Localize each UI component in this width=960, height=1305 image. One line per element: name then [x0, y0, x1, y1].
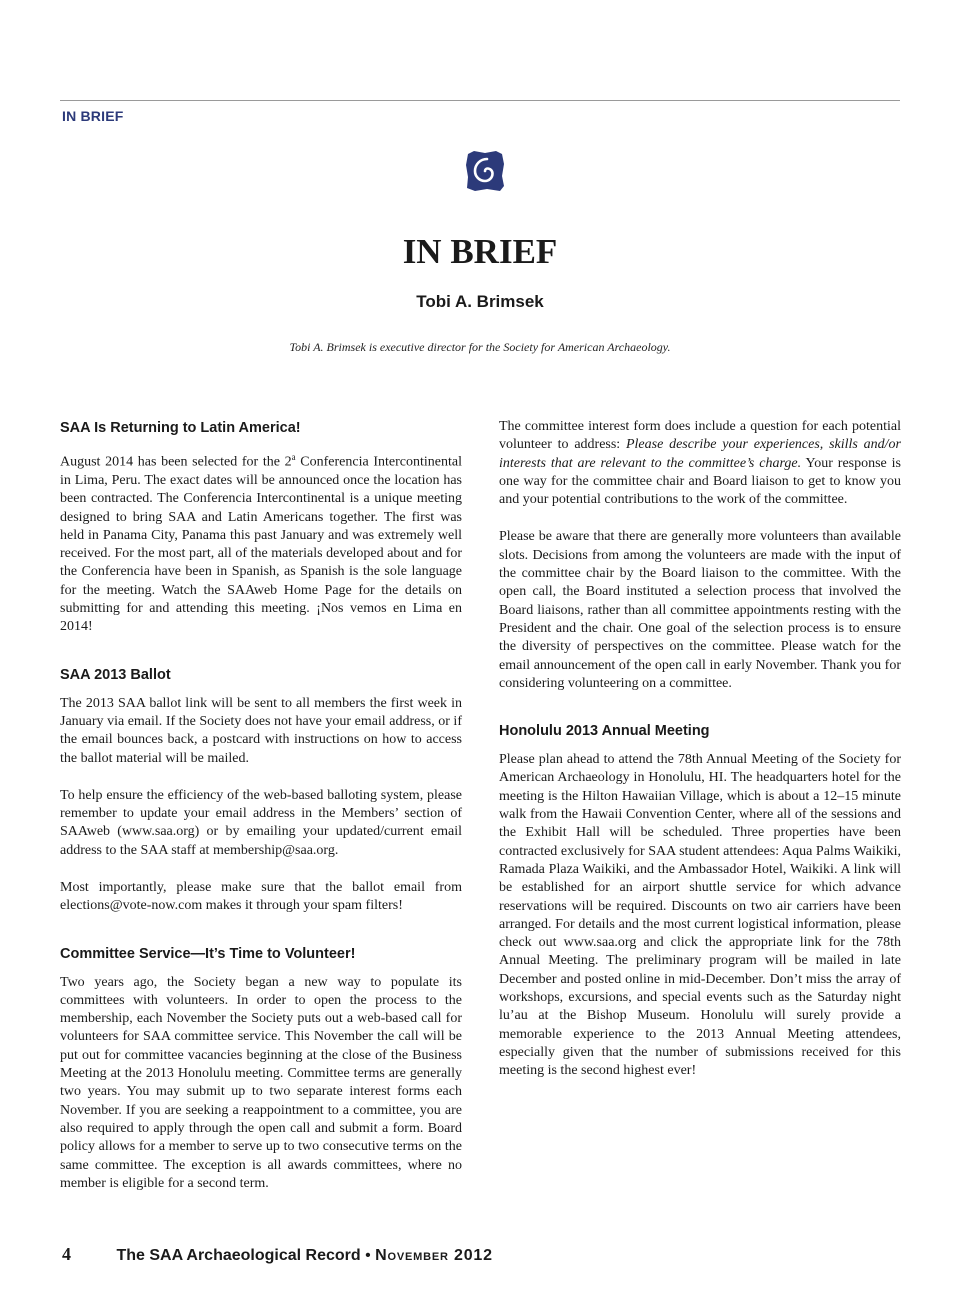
spiral-logo-icon: [465, 150, 505, 192]
running-head: IN BRIEF: [62, 108, 124, 124]
section-heading-honolulu: Honolulu 2013 Annual Meeting: [499, 723, 710, 740]
paragraph-interest-form: The committee interest form does include a question for each potential volunteer to address: Please describe your experiences, skills and/or interests that are relevant to the committee’s charge. Your response is one way for the committee chair and Board liaison to get to know you and your potential contributions to the work of the committee.: [499, 419, 901, 508]
page-footer: [62, 1244, 902, 1265]
paragraph-volunteers: Please be aware that there are generally more volunteers than available slots. Decisions from among the volunteers are made with the input of the committee chair by the Board liaison to the committee. With the open call, the Board instituted a selection process that involved the Board liaisons, rather than all committee appointments resting with the President and the chair. One goal of the selection process is to ensure the diversity of perspectives on the committee. Please watch for the email announcement of the open call in early November. Thank you for considering volunteering on a committee.: [499, 529, 901, 691]
paragraph-ballot-2: To help ensure the efficiency of the web-based balloting system, please remember to update your email address in the Members’ section of SAAweb (www.saa.org) or by emailing your updated/current email address to the SAA staff at membership@saa.org.: [60, 787, 462, 858]
article-title: IN BRIEF: [402, 232, 558, 271]
paragraph-ballot-3: Most importantly, please make sure that the ballot email from elections@vote-now.com makes it through your spam filters!: [60, 880, 462, 914]
paragraph-latin-america: August 2014 has been selected for the 2$^a$ Conferencia Intercontinental in Lima, Peru. The exact dates will be announced once the location has been contracted. The Conferencia Intercontinental is a unique meeting designed to bring SAA and Latin Americans together. The first was held in Panama City, Panama this past January and was extremely well received. For the most part, all of the materials developed about and for the Conferencia have been in Spanish, as Spanish is the sole language for the meeting. Watch the SAAweb Home Page for the details on submitting for and attending this meeting. ¡Nos vemos en Lima en 2014!: [60, 452, 462, 635]
section-heading-ballot: SAA 2013 Ballot: [60, 666, 171, 683]
header-rule: [60, 100, 900, 101]
footer-bullet: •: [365, 1247, 371, 1264]
author-name: Tobi A. Brimsek: [416, 292, 544, 311]
paragraph-ballot-1: The 2013 SAA ballot link will be sent to all members the first week in January via email. If the Society does not have your email address, or if the email bounces back, a postcard with instructions on how to access the ballot material will be mailed.: [60, 695, 462, 766]
issue-date: November 2012: [375, 1247, 493, 1264]
left-column: [60, 418, 462, 1212]
paragraph-honolulu: Please plan ahead to attend the 78th Annual Meeting of the Society for American Archaeology in Honolulu, HI. The headquarters hotel for the meeting is the Hilton Hawaiian Village, which is about a 12–15 minute walk from the Hawaii Convention Center, where all of the sessions and the Exhibit Hall will be scheduled. Three properties have been contracted exclusively for SAA student attendees: Aqua Palms Waikiki, Ramada Plaza Waikiki, and the Ambassador Hotel, Waikiki. A link will be established for an airport shuttle service for which advance reservations will be required. Discounts on two air carriers have been arranged. For details and the most current logistical information, please check out www.saa.org and click the appropriate link for the 78th Annual Meeting. The preliminary program will be mailed in late December and posted online in mid-December. Don’t miss the array of workshops, excursions, and special events such as the Saturday night lu’au at the Bishop Museum. Honolulu will surely provide a memorable experience to the 2013 Annual Meeting attendees, especially given that the number of submissions received for this meeting is the second highest ever!: [499, 752, 901, 1079]
author-note: Tobi A. Brimsek is executive director for the Society for American Archaeology.: [289, 340, 671, 354]
right-column: [499, 418, 901, 1100]
section-heading-committee: Committee Service—It’s Time to Volunteer!: [60, 945, 356, 962]
paragraph-committee: Two years ago, the Society began a new way to populate its committees with volunteers. In order to open the process to the membership, each November the Society puts out a web-based call for volunteers for SAA committee service. This November the call will be put out for committee vacancies beginning at the close of the Business Meeting at the 2013 Honolulu meeting. Committee terms are generally two years. You may submit up to two separate interest forms each November. If you are seeking a reappointment to a committee, you are also required to apply through the open call and submit a form. Board policy allows for a member to serve up to two consecutive terms on the same committee. The exception is all awards committees, where no member is eligible for a second term.: [60, 974, 462, 1191]
section-heading-latin-america: SAA Is Returning to Latin America!: [60, 420, 301, 436]
publication-name: The SAA Archaeological Record: [116, 1247, 361, 1264]
page-number: 4: [62, 1244, 71, 1264]
